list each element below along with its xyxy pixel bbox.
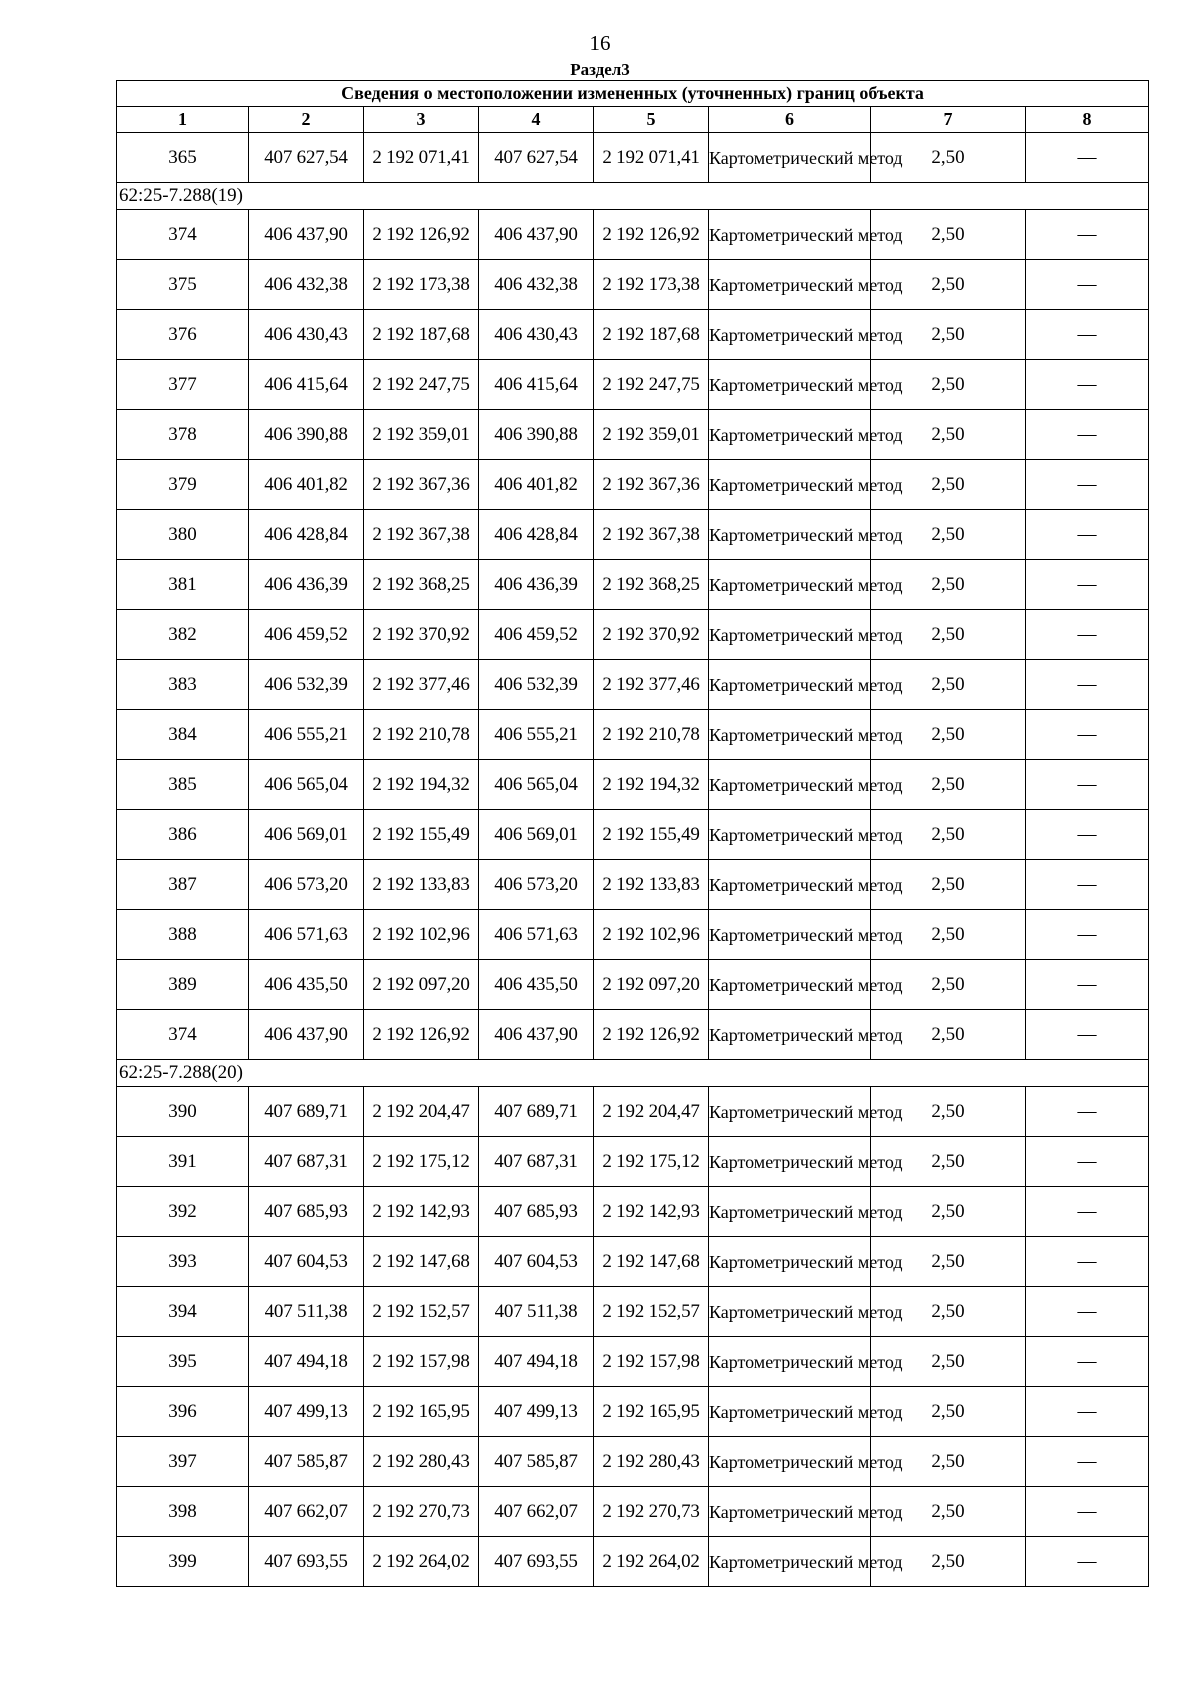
- cell-x-existing: 406 432,38: [249, 260, 364, 310]
- cell-y-new: 2 192 377,46: [594, 660, 709, 710]
- cell-method: Картометрический метод: [709, 1237, 871, 1287]
- cell-y-existing: 2 192 142,93: [364, 1187, 479, 1237]
- cell-method: Картометрический метод: [709, 133, 871, 183]
- cell-x-new: 406 430,43: [479, 310, 594, 360]
- cell-x-existing: 406 571,63: [249, 910, 364, 960]
- cell-y-new: 2 192 210,78: [594, 710, 709, 760]
- cell-method: Картометрический метод: [709, 810, 871, 860]
- column-number: 7: [871, 107, 1026, 133]
- table-row: [117, 1237, 1149, 1287]
- cell-y-existing: 2 192 194,32: [364, 760, 479, 810]
- cell-x-new: 406 390,88: [479, 410, 594, 460]
- cell-method: Картометрический метод: [709, 310, 871, 360]
- cell-description: —: [1026, 1187, 1149, 1237]
- cell-x-existing: 406 436,39: [249, 560, 364, 610]
- cell-description: —: [1026, 360, 1149, 410]
- table-row: [117, 1010, 1149, 1060]
- cell-y-new: 2 192 247,75: [594, 360, 709, 410]
- cell-x-new: 407 499,13: [479, 1387, 594, 1437]
- cell-x-new: 407 604,53: [479, 1237, 594, 1287]
- cell-point-number: 381: [117, 560, 249, 610]
- cell-y-existing: 2 192 377,46: [364, 660, 479, 710]
- cell-y-new: 2 192 126,92: [594, 210, 709, 260]
- cell-x-existing: 406 569,01: [249, 810, 364, 860]
- cell-y-existing: 2 192 155,49: [364, 810, 479, 860]
- cell-y-new: 2 192 367,38: [594, 510, 709, 560]
- column-number: 8: [1026, 107, 1149, 133]
- cell-accuracy: 2,50: [871, 1237, 1026, 1287]
- cell-accuracy: 2,50: [871, 510, 1026, 560]
- cell-point-number: 393: [117, 1237, 249, 1287]
- table-row: [117, 510, 1149, 560]
- cell-x-new: 406 459,52: [479, 610, 594, 660]
- cell-method: Картометрический метод: [709, 510, 871, 560]
- cell-accuracy: 2,50: [871, 210, 1026, 260]
- cell-y-new: 2 192 142,93: [594, 1187, 709, 1237]
- cell-y-new: 2 192 280,43: [594, 1437, 709, 1487]
- cell-x-existing: 406 390,88: [249, 410, 364, 460]
- cell-point-number: 390: [117, 1087, 249, 1137]
- table-caption: Сведения о местоположении измененных (уточненных) границ объекта: [117, 81, 1149, 107]
- table-row: [117, 1187, 1149, 1237]
- cell-x-existing: 406 459,52: [249, 610, 364, 660]
- cell-description: —: [1026, 1010, 1149, 1060]
- cell-point-number: 384: [117, 710, 249, 760]
- group-header-row: [117, 183, 1149, 210]
- cell-y-new: 2 192 264,02: [594, 1537, 709, 1587]
- cell-y-existing: 2 192 368,25: [364, 560, 479, 610]
- table-row: [117, 210, 1149, 260]
- cell-x-new: 406 569,01: [479, 810, 594, 860]
- cell-accuracy: 2,50: [871, 1137, 1026, 1187]
- cell-point-number: 374: [117, 210, 249, 260]
- column-number: 2: [249, 107, 364, 133]
- table-row: [117, 1137, 1149, 1187]
- cell-y-new: 2 192 126,92: [594, 1010, 709, 1060]
- cell-x-existing: 407 499,13: [249, 1387, 364, 1437]
- cell-method: Картометрический метод: [709, 960, 871, 1010]
- cell-x-new: 406 437,90: [479, 210, 594, 260]
- cell-point-number: 387: [117, 860, 249, 910]
- cell-x-existing: 407 604,53: [249, 1237, 364, 1287]
- cell-x-new: 406 555,21: [479, 710, 594, 760]
- cell-method: Картометрический метод: [709, 860, 871, 910]
- cell-y-existing: 2 192 210,78: [364, 710, 479, 760]
- cell-method: Картометрический метод: [709, 1387, 871, 1437]
- table-row: [117, 1287, 1149, 1337]
- cell-x-existing: 407 685,93: [249, 1187, 364, 1237]
- column-number: 1: [117, 107, 249, 133]
- cell-method: Картометрический метод: [709, 1137, 871, 1187]
- cell-description: —: [1026, 710, 1149, 760]
- cell-y-existing: 2 192 264,02: [364, 1537, 479, 1587]
- cell-x-existing: 407 693,55: [249, 1537, 364, 1587]
- table-body: [117, 133, 1149, 1587]
- cell-point-number: 379: [117, 460, 249, 510]
- cell-y-existing: 2 192 175,12: [364, 1137, 479, 1187]
- cell-accuracy: 2,50: [871, 910, 1026, 960]
- cell-x-existing: 406 555,21: [249, 710, 364, 760]
- cell-description: —: [1026, 1237, 1149, 1287]
- table-row: [117, 1437, 1149, 1487]
- cell-method: Картометрический метод: [709, 1437, 871, 1487]
- table-row: [117, 560, 1149, 610]
- cell-point-number: 375: [117, 260, 249, 310]
- cell-x-new: 407 585,87: [479, 1437, 594, 1487]
- table-row: [117, 1387, 1149, 1437]
- cell-point-number: 394: [117, 1287, 249, 1337]
- cell-accuracy: 2,50: [871, 660, 1026, 710]
- cell-description: —: [1026, 1487, 1149, 1537]
- cell-point-number: 376: [117, 310, 249, 360]
- section-title: Раздел3: [570, 60, 630, 79]
- cell-method: Картометрический метод: [709, 360, 871, 410]
- cell-accuracy: 2,50: [871, 960, 1026, 1010]
- cell-y-new: 2 192 175,12: [594, 1137, 709, 1187]
- cell-accuracy: 2,50: [871, 760, 1026, 810]
- cell-description: —: [1026, 860, 1149, 910]
- cell-x-new: 407 662,07: [479, 1487, 594, 1537]
- cell-y-existing: 2 192 157,98: [364, 1337, 479, 1387]
- cell-description: —: [1026, 660, 1149, 710]
- cell-description: —: [1026, 1337, 1149, 1387]
- cell-y-new: 2 192 194,32: [594, 760, 709, 810]
- page-number: 16: [589, 31, 611, 55]
- cell-accuracy: 2,50: [871, 133, 1026, 183]
- cell-y-new: 2 192 173,38: [594, 260, 709, 310]
- cell-x-existing: 406 435,50: [249, 960, 364, 1010]
- cell-description: —: [1026, 1287, 1149, 1337]
- cell-x-existing: 407 687,31: [249, 1137, 364, 1187]
- cell-y-new: 2 192 133,83: [594, 860, 709, 910]
- cell-description: —: [1026, 810, 1149, 860]
- cell-description: —: [1026, 910, 1149, 960]
- table-row: [117, 910, 1149, 960]
- cell-y-existing: 2 192 165,95: [364, 1387, 479, 1437]
- cell-point-number: 382: [117, 610, 249, 660]
- table-row: [117, 810, 1149, 860]
- cell-point-number: 399: [117, 1537, 249, 1587]
- cell-x-new: 407 511,38: [479, 1287, 594, 1337]
- cell-x-existing: 407 627,54: [249, 133, 364, 183]
- cell-y-existing: 2 192 367,38: [364, 510, 479, 560]
- cell-accuracy: 2,50: [871, 1287, 1026, 1337]
- cell-x-new: 406 571,63: [479, 910, 594, 960]
- cell-method: Картометрический метод: [709, 460, 871, 510]
- cell-x-existing: 407 494,18: [249, 1337, 364, 1387]
- table-row: [117, 310, 1149, 360]
- cell-point-number: 385: [117, 760, 249, 810]
- cell-description: —: [1026, 510, 1149, 560]
- cell-x-existing: 407 585,87: [249, 1437, 364, 1487]
- cell-description: —: [1026, 1387, 1149, 1437]
- group-header-row: [117, 1060, 1149, 1087]
- cell-method: Картометрический метод: [709, 260, 871, 310]
- cell-y-new: 2 192 368,25: [594, 560, 709, 610]
- cell-accuracy: 2,50: [871, 1387, 1026, 1437]
- cell-description: —: [1026, 210, 1149, 260]
- table-row: [117, 360, 1149, 410]
- cell-point-number: 374: [117, 1010, 249, 1060]
- cell-x-new: 407 494,18: [479, 1337, 594, 1387]
- cell-y-new: 2 192 165,95: [594, 1387, 709, 1437]
- cell-description: —: [1026, 260, 1149, 310]
- cell-point-number: 396: [117, 1387, 249, 1437]
- cell-y-new: 2 192 102,96: [594, 910, 709, 960]
- cell-description: —: [1026, 1087, 1149, 1137]
- cell-y-new: 2 192 071,41: [594, 133, 709, 183]
- cell-accuracy: 2,50: [871, 810, 1026, 860]
- table-row: [117, 1487, 1149, 1537]
- table-row: [117, 610, 1149, 660]
- cell-accuracy: 2,50: [871, 710, 1026, 760]
- cell-y-new: 2 192 204,47: [594, 1087, 709, 1137]
- cell-point-number: 383: [117, 660, 249, 710]
- cell-y-new: 2 192 155,49: [594, 810, 709, 860]
- cell-y-new: 2 192 270,73: [594, 1487, 709, 1537]
- cell-x-existing: 406 415,64: [249, 360, 364, 410]
- column-number: 4: [479, 107, 594, 133]
- column-number: 5: [594, 107, 709, 133]
- cell-y-existing: 2 192 187,68: [364, 310, 479, 360]
- cell-description: —: [1026, 1437, 1149, 1487]
- cell-method: Картометрический метод: [709, 610, 871, 660]
- cell-x-existing: 406 437,90: [249, 1010, 364, 1060]
- cell-y-new: 2 192 367,36: [594, 460, 709, 510]
- group-label: 62:25-7.288(19): [117, 183, 1149, 210]
- cell-accuracy: 2,50: [871, 460, 1026, 510]
- column-number: 3: [364, 107, 479, 133]
- cell-y-existing: 2 192 204,47: [364, 1087, 479, 1137]
- cell-x-new: 406 428,84: [479, 510, 594, 560]
- cell-accuracy: 2,50: [871, 860, 1026, 910]
- cell-accuracy: 2,50: [871, 560, 1026, 610]
- cell-x-existing: 406 430,43: [249, 310, 364, 360]
- cell-accuracy: 2,50: [871, 360, 1026, 410]
- table-row: [117, 133, 1149, 183]
- cell-method: Картометрический метод: [709, 210, 871, 260]
- cell-accuracy: 2,50: [871, 1537, 1026, 1587]
- cell-method: Картометрический метод: [709, 760, 871, 810]
- table-row: [117, 460, 1149, 510]
- column-number-row: [117, 107, 1149, 133]
- cell-description: —: [1026, 960, 1149, 1010]
- cell-x-new: 406 565,04: [479, 760, 594, 810]
- cell-x-new: 406 432,38: [479, 260, 594, 310]
- cell-x-new: 406 436,39: [479, 560, 594, 610]
- table-row: [117, 1537, 1149, 1587]
- cell-x-new: 407 693,55: [479, 1537, 594, 1587]
- cell-y-existing: 2 192 370,92: [364, 610, 479, 660]
- cell-point-number: 380: [117, 510, 249, 560]
- cell-description: —: [1026, 1137, 1149, 1187]
- cell-y-existing: 2 192 359,01: [364, 410, 479, 460]
- cell-point-number: 391: [117, 1137, 249, 1187]
- cell-y-existing: 2 192 097,20: [364, 960, 479, 1010]
- cell-point-number: 389: [117, 960, 249, 1010]
- cell-method: Картометрический метод: [709, 1537, 871, 1587]
- table-row: [117, 1337, 1149, 1387]
- cell-point-number: 386: [117, 810, 249, 860]
- cell-y-existing: 2 192 102,96: [364, 910, 479, 960]
- cell-method: Картометрический метод: [709, 1337, 871, 1387]
- cell-x-new: 407 687,31: [479, 1137, 594, 1187]
- cell-accuracy: 2,50: [871, 410, 1026, 460]
- cell-point-number: 365: [117, 133, 249, 183]
- cell-x-existing: 406 573,20: [249, 860, 364, 910]
- cell-y-existing: 2 192 133,83: [364, 860, 479, 910]
- cell-x-new: 407 627,54: [479, 133, 594, 183]
- cell-x-new: 407 685,93: [479, 1187, 594, 1237]
- cell-y-existing: 2 192 126,92: [364, 1010, 479, 1060]
- cell-y-new: 2 192 359,01: [594, 410, 709, 460]
- cell-method: Картометрический метод: [709, 560, 871, 610]
- cell-y-existing: 2 192 247,75: [364, 360, 479, 410]
- table-row: [117, 860, 1149, 910]
- cell-y-new: 2 192 157,98: [594, 1337, 709, 1387]
- cell-method: Картометрический метод: [709, 660, 871, 710]
- cell-y-new: 2 192 370,92: [594, 610, 709, 660]
- cell-y-existing: 2 192 126,92: [364, 210, 479, 260]
- table-row: [117, 760, 1149, 810]
- cell-x-existing: 406 401,82: [249, 460, 364, 510]
- cell-method: Картометрический метод: [709, 410, 871, 460]
- cell-x-new: 406 437,90: [479, 1010, 594, 1060]
- cell-point-number: 398: [117, 1487, 249, 1537]
- table-row: [117, 410, 1149, 460]
- cell-description: —: [1026, 410, 1149, 460]
- cell-accuracy: 2,50: [871, 1010, 1026, 1060]
- cell-point-number: 377: [117, 360, 249, 410]
- cell-point-number: 392: [117, 1187, 249, 1237]
- cell-y-new: 2 192 097,20: [594, 960, 709, 1010]
- cell-accuracy: 2,50: [871, 260, 1026, 310]
- cell-point-number: 397: [117, 1437, 249, 1487]
- cell-x-new: 406 573,20: [479, 860, 594, 910]
- cell-y-existing: 2 192 147,68: [364, 1237, 479, 1287]
- cell-accuracy: 2,50: [871, 1187, 1026, 1237]
- table-row: [117, 1087, 1149, 1137]
- cell-x-existing: 406 437,90: [249, 210, 364, 260]
- cell-y-existing: 2 192 280,43: [364, 1437, 479, 1487]
- cell-description: —: [1026, 460, 1149, 510]
- cell-y-new: 2 192 147,68: [594, 1237, 709, 1287]
- cell-x-existing: 406 532,39: [249, 660, 364, 710]
- cell-accuracy: 2,50: [871, 310, 1026, 360]
- cell-method: Картометрический метод: [709, 910, 871, 960]
- cell-description: —: [1026, 560, 1149, 610]
- cell-y-existing: 2 192 270,73: [364, 1487, 479, 1537]
- cell-method: Картометрический метод: [709, 1087, 871, 1137]
- cell-x-existing: 406 565,04: [249, 760, 364, 810]
- cell-y-existing: 2 192 152,57: [364, 1287, 479, 1337]
- cell-x-new: 407 689,71: [479, 1087, 594, 1137]
- cell-description: —: [1026, 760, 1149, 810]
- cell-x-new: 406 435,50: [479, 960, 594, 1010]
- cell-method: Картометрический метод: [709, 1187, 871, 1237]
- group-label: 62:25-7.288(20): [117, 1060, 1149, 1087]
- cell-y-existing: 2 192 173,38: [364, 260, 479, 310]
- cell-x-existing: 406 428,84: [249, 510, 364, 560]
- cell-accuracy: 2,50: [871, 1087, 1026, 1137]
- cell-point-number: 388: [117, 910, 249, 960]
- cell-y-new: 2 192 187,68: [594, 310, 709, 360]
- cell-x-new: 406 415,64: [479, 360, 594, 410]
- column-number: 6: [709, 107, 871, 133]
- cell-x-existing: 407 511,38: [249, 1287, 364, 1337]
- table-row: [117, 660, 1149, 710]
- cell-method: Картометрический метод: [709, 1287, 871, 1337]
- cell-description: —: [1026, 610, 1149, 660]
- cell-y-new: 2 192 152,57: [594, 1287, 709, 1337]
- cell-description: —: [1026, 310, 1149, 360]
- table-row: [117, 960, 1149, 1010]
- cell-y-existing: 2 192 367,36: [364, 460, 479, 510]
- cell-x-new: 406 532,39: [479, 660, 594, 710]
- cell-point-number: 378: [117, 410, 249, 460]
- table-row: [117, 710, 1149, 760]
- cell-x-existing: 407 689,71: [249, 1087, 364, 1137]
- cell-point-number: 395: [117, 1337, 249, 1387]
- cell-accuracy: 2,50: [871, 1337, 1026, 1387]
- cell-x-existing: 407 662,07: [249, 1487, 364, 1537]
- cell-method: Картометрический метод: [709, 1487, 871, 1537]
- cell-description: —: [1026, 1537, 1149, 1587]
- table-row: [117, 260, 1149, 310]
- cell-accuracy: 2,50: [871, 610, 1026, 660]
- cell-method: Картометрический метод: [709, 710, 871, 760]
- cell-accuracy: 2,50: [871, 1487, 1026, 1537]
- cell-method: Картометрический метод: [709, 1010, 871, 1060]
- cell-description: —: [1026, 133, 1149, 183]
- cell-y-existing: 2 192 071,41: [364, 133, 479, 183]
- cell-x-new: 406 401,82: [479, 460, 594, 510]
- cell-accuracy: 2,50: [871, 1437, 1026, 1487]
- boundary-coordinates-table: [116, 80, 1149, 1587]
